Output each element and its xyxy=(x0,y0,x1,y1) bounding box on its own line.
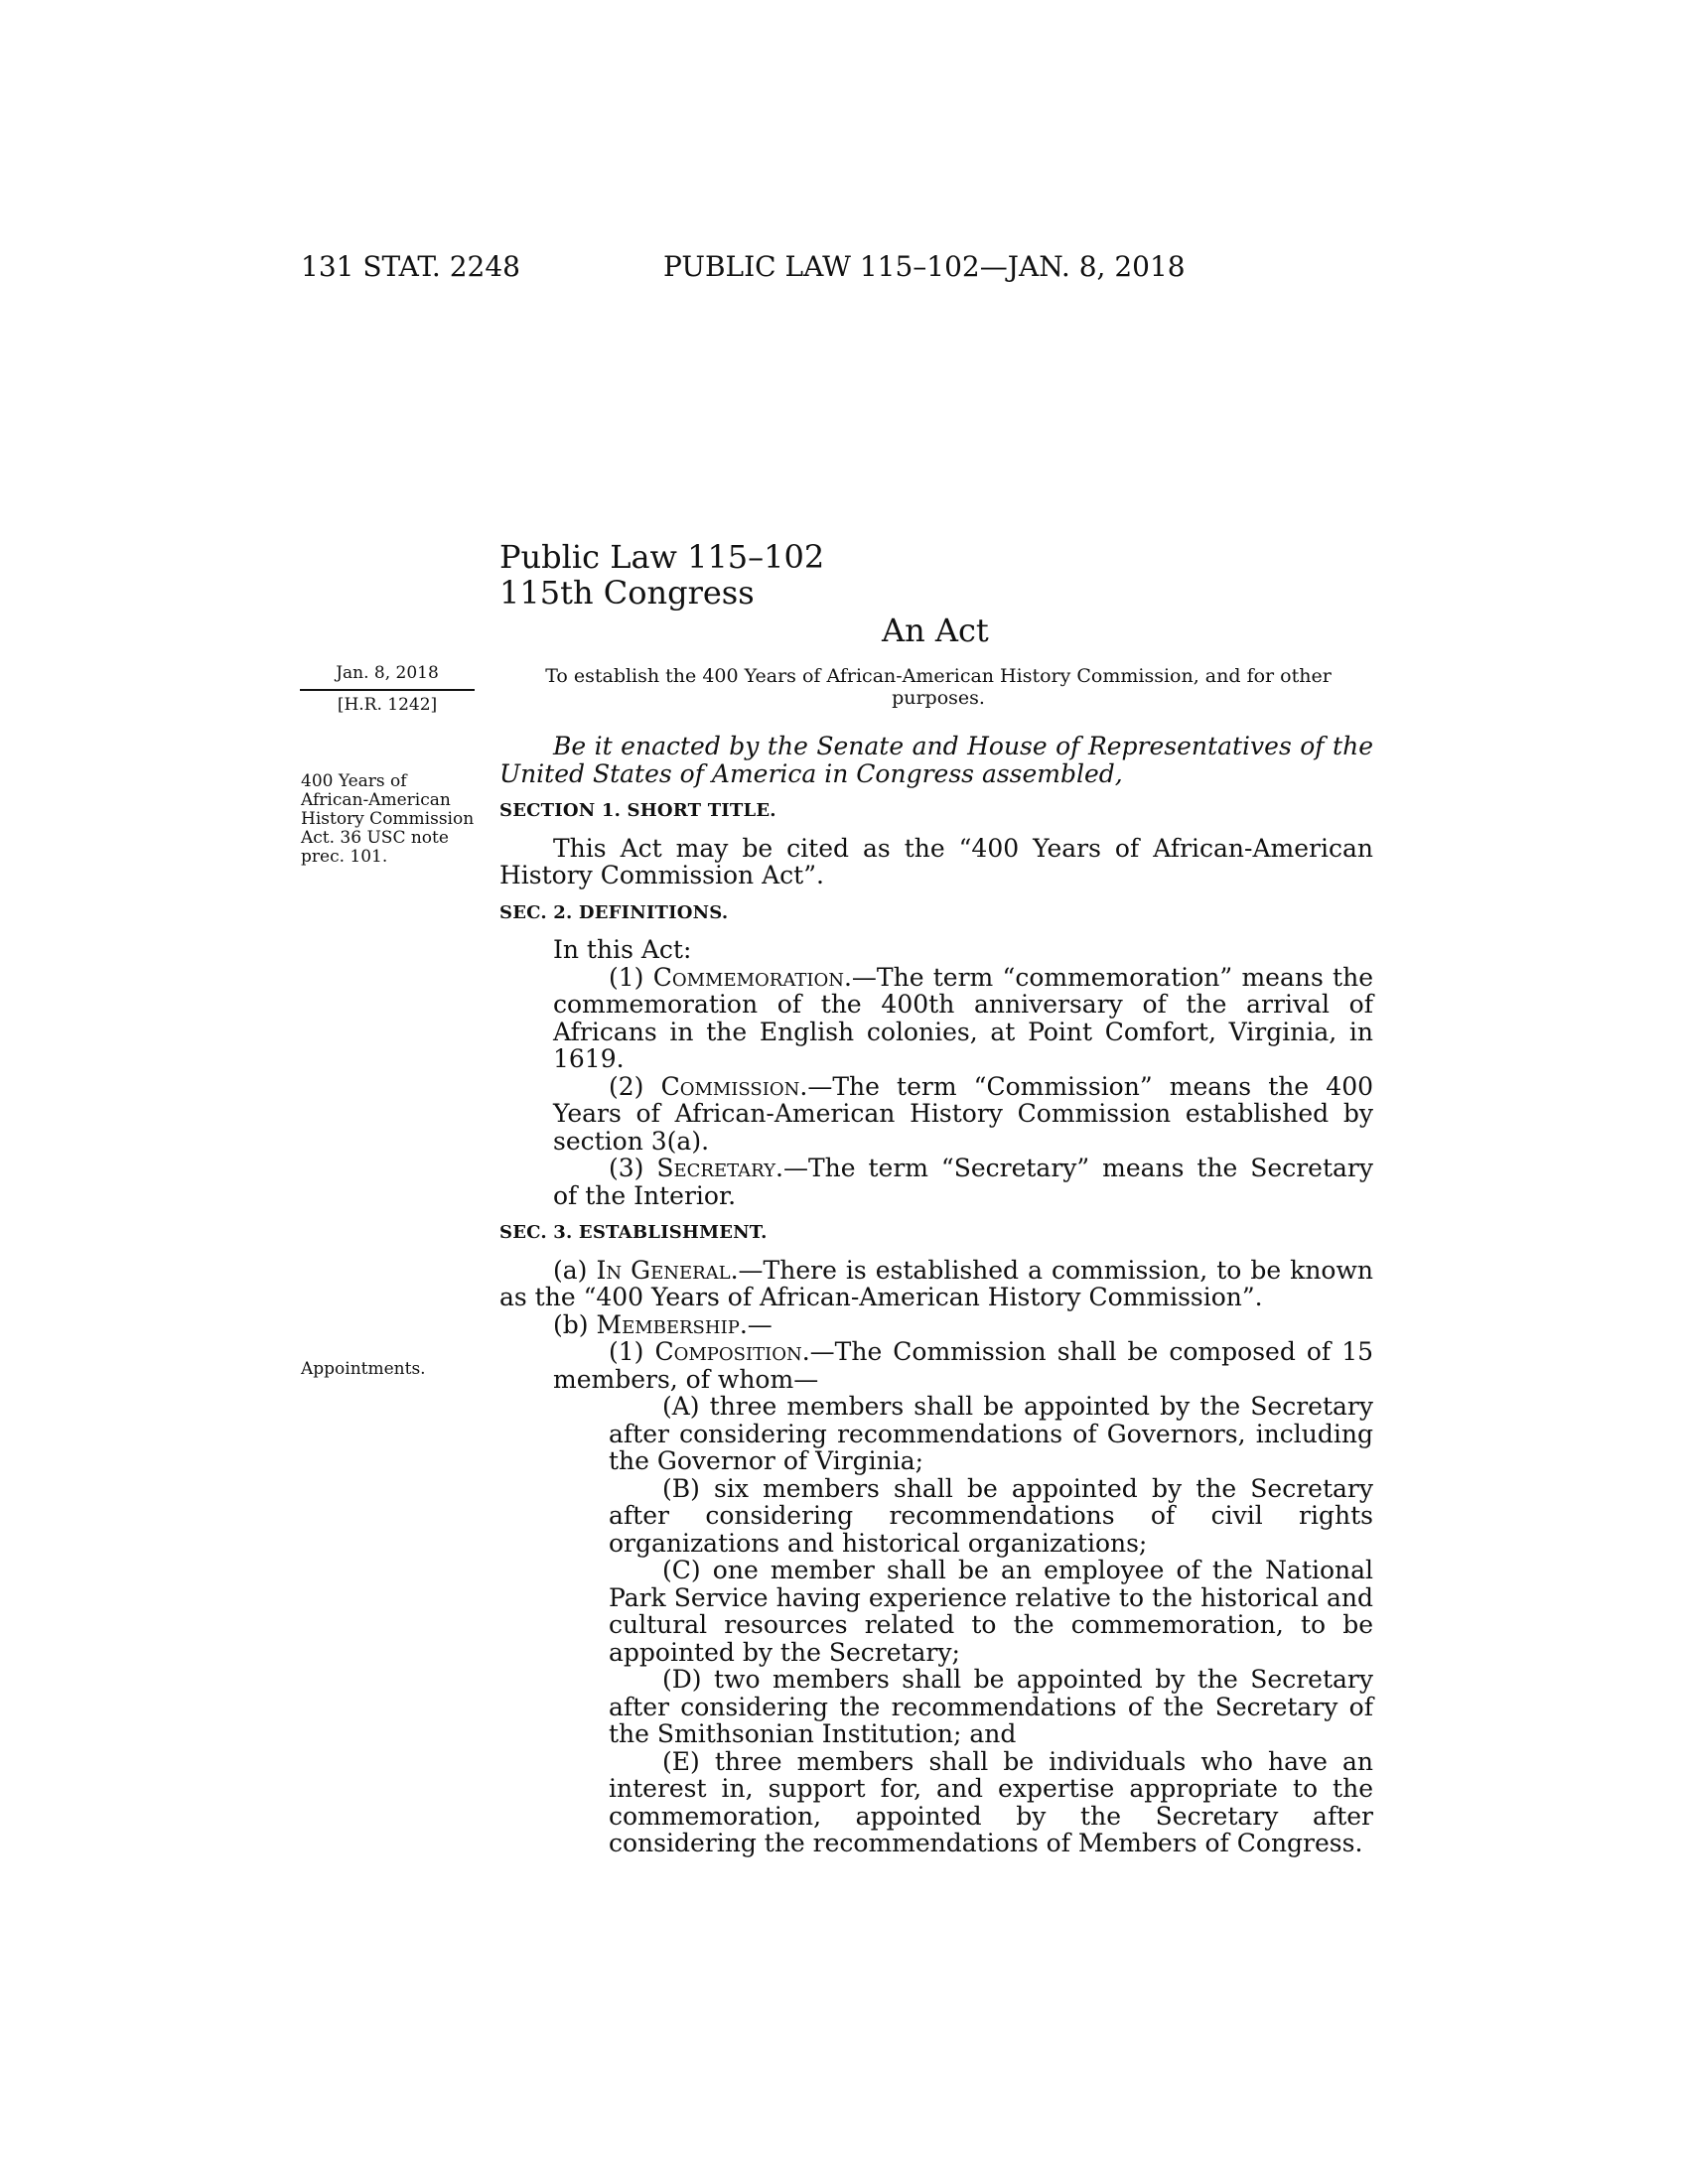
defined-term: Commemoration xyxy=(652,962,844,992)
paragraph-composition xyxy=(499,1338,1373,1393)
defined-term: Secretary xyxy=(656,1154,776,1182)
margin-note-short-title: 400 Years of African-American History Commission Act. 36 USC note prec. 101. xyxy=(301,771,475,867)
subsection-text: .—There is established a commission, to be known as the “400 Years of African-American History Commission”. xyxy=(499,1255,1373,1311)
act-body xyxy=(499,733,1373,1857)
item-number: (1) xyxy=(609,962,644,992)
margin-bill-number: [H.R. 1242] xyxy=(337,695,438,715)
member-subitem: (A) three members shall be appointed by the Secretary after considering recommendations of Governors, including the Governor of Virginia; xyxy=(609,1392,1373,1475)
definition-item xyxy=(499,1155,1373,1209)
member-subitem: (E) three members shall be individuals who have an interest in, support for, and expertise appropriate to the commemoration, appointed by the Secretary after considering the recommendations of Members of Congress. xyxy=(609,1746,1373,1857)
margin-divider xyxy=(300,689,475,691)
subsection-term: Membership xyxy=(596,1309,740,1339)
paragraph-text: .—The Commission shall be composed of 15 members, of whom— xyxy=(553,1337,1374,1394)
section-3-heading: SEC. 3. ESTABLISHMENT. xyxy=(499,1222,768,1243)
subsection-term: In General xyxy=(596,1255,731,1285)
definition-item xyxy=(499,964,1373,1073)
running-head: PUBLIC LAW 115–102—JAN. 8, 2018 xyxy=(663,250,1186,283)
definition-text: .—The term “Commission” means the 400 Years of African-American History Commission established by section 3(a). xyxy=(553,1071,1374,1156)
defined-term: Commission xyxy=(660,1071,800,1101)
member-subitem: (C) one member shall be an employee of the National Park Service having experience relative to the historical and cultural resources related to the commemoration, to be appointed by the Secretary; xyxy=(609,1556,1373,1667)
an-act-heading: An Act xyxy=(882,612,989,649)
enacting-clause: Be it enacted by the Senate and House of Representatives of the United States of America in Congress assembled, xyxy=(499,732,1373,788)
definition-text: .—The term “Secretary” means the Secretary of the Interior. xyxy=(553,1154,1373,1210)
public-law-title: Public Law 115–102 xyxy=(499,538,825,576)
page-stat-number: 131 STAT. 2248 xyxy=(301,250,520,283)
definition-text: .—The term “commemoration” means the commemoration of the 400th anniversary of the arrival of Africans in the English colonies, at Point Comfort, Virginia, in 1619. xyxy=(553,962,1373,1073)
section-2-intro: In this Act: xyxy=(553,935,692,964)
subsection-b xyxy=(499,1311,1373,1339)
item-number: (3) xyxy=(609,1154,644,1182)
section-2-heading: SEC. 2. DEFINITIONS. xyxy=(499,901,729,923)
margin-date: Jan. 8, 2018 xyxy=(336,663,439,683)
section-1-text: This Act may be cited as the “400 Years of African-American History Commission Act”. xyxy=(499,833,1373,889)
item-number: (2) xyxy=(609,1071,644,1101)
margin-note-appointments: Appointments. xyxy=(301,1359,426,1379)
paragraph-term: Composition xyxy=(654,1337,802,1366)
item-number: (b) xyxy=(553,1309,589,1339)
section-1-heading: SECTION 1. SHORT TITLE. xyxy=(499,800,776,821)
member-subitem: (D) two members shall be appointed by the Secretary after considering the recommendations of the Secretary of the Smithsonian Institution; and xyxy=(609,1665,1373,1748)
item-number: (1) xyxy=(609,1337,644,1366)
subsection-a xyxy=(499,1257,1373,1311)
subsection-text: .— xyxy=(739,1309,773,1339)
congress-title: 115th Congress xyxy=(499,574,755,612)
definition-item xyxy=(499,1073,1373,1156)
long-title: To establish the 400 Years of African-American History Commission, and for other purposes. xyxy=(545,665,1332,709)
item-number: (a) xyxy=(553,1255,588,1285)
member-subitem: (B) six members shall be appointed by the Secretary after considering recommendations of civil rights organizations and historical organizations; xyxy=(609,1473,1373,1558)
